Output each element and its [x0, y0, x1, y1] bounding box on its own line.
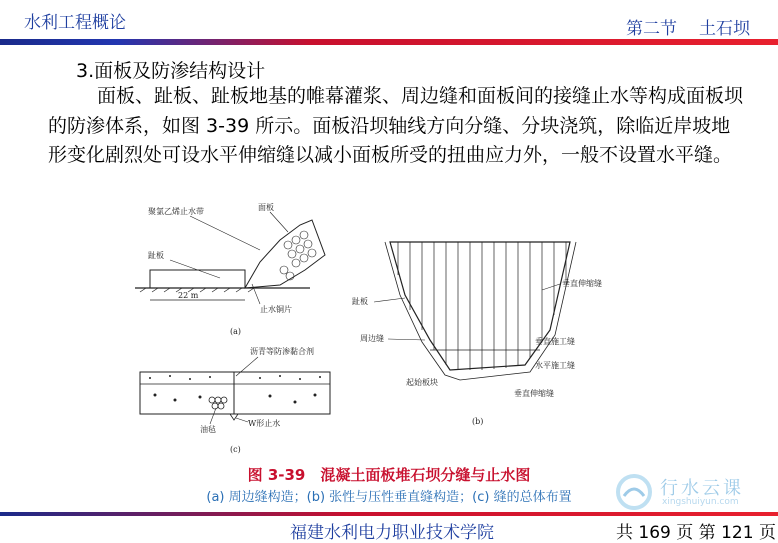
- label-a-seal: 聚氯乙烯止水带: [148, 207, 204, 216]
- figure-a: [135, 202, 325, 336]
- figure-caption-sub: (a) 周边缝构造；(b) 张性与压性垂直缝构造；(c) 缝的总体布置: [206, 490, 572, 505]
- course-title: 水利工程概论: [24, 13, 126, 33]
- watermark-site: xingshuiyun.com: [662, 497, 739, 507]
- total-pages: 169: [638, 523, 671, 543]
- label-b-vjoint1: 垂直伸缩缝: [562, 279, 602, 288]
- section-heading: 3.面板及防渗结构设计: [76, 60, 266, 82]
- header-divider: [0, 39, 778, 45]
- footer-divider: [0, 512, 778, 516]
- current-unit: 页: [758, 523, 776, 543]
- figure-b: [352, 242, 602, 426]
- section-topic: 土石坝: [699, 19, 750, 39]
- label-b-toe: 趾板: [352, 297, 368, 306]
- label-b-hcon: 水平施工缝: [535, 361, 575, 370]
- figure-3-39: [130, 200, 610, 458]
- label-c-felt: 油毡: [200, 425, 216, 434]
- label-b-perim: 周边缝: [360, 334, 384, 343]
- figure-caption-title: 图 3-39 混凝土面板堆石坝分缝与止水图: [247, 466, 531, 484]
- label-a-slab: 面板: [258, 203, 274, 212]
- watermark-brand: 行水云课: [660, 478, 744, 499]
- label-c-wstop: W形止水: [248, 419, 281, 428]
- figure-c: [140, 346, 330, 454]
- total-label: 共: [616, 523, 633, 543]
- section-number: 第二节: [626, 19, 677, 39]
- label-a-toe: 趾板: [148, 251, 164, 260]
- total-unit: 页: [676, 523, 694, 543]
- current-page: 121: [721, 523, 754, 543]
- label-c-tag: (c): [230, 445, 241, 454]
- page-indicator: [616, 518, 776, 543]
- section-title: [604, 14, 750, 39]
- label-a-tag: (a): [230, 327, 242, 336]
- label-a-dim: 22 m: [178, 291, 199, 300]
- label-b-vjoint2: 垂直伸缩缝: [514, 389, 554, 398]
- label-b-vcon: 垂直施工缝: [535, 337, 575, 346]
- school-name: 福建水利电力职业技术学院: [290, 523, 494, 543]
- label-a-copper: 止水铜片: [260, 305, 292, 314]
- label-c-asphalt: 沥青等防渗黏合剂: [250, 347, 314, 356]
- body-paragraph: 面板、趾板、趾板地基的帷幕灌浆、周边缝和面板间的接缝止水等构成面板坝的防渗体系，如图 3-39 所示。面板沿坝轴线方向分缝、分块浇筑，除临近岸坡地形变化剧烈处可设水平伸缩缝以减小面板所受的扭曲应力外，一般不设置水平缝。: [48, 85, 744, 166]
- current-label: 第: [698, 523, 716, 543]
- label-b-start: 起始板块: [406, 378, 438, 387]
- label-b-tag: (b): [472, 417, 484, 426]
